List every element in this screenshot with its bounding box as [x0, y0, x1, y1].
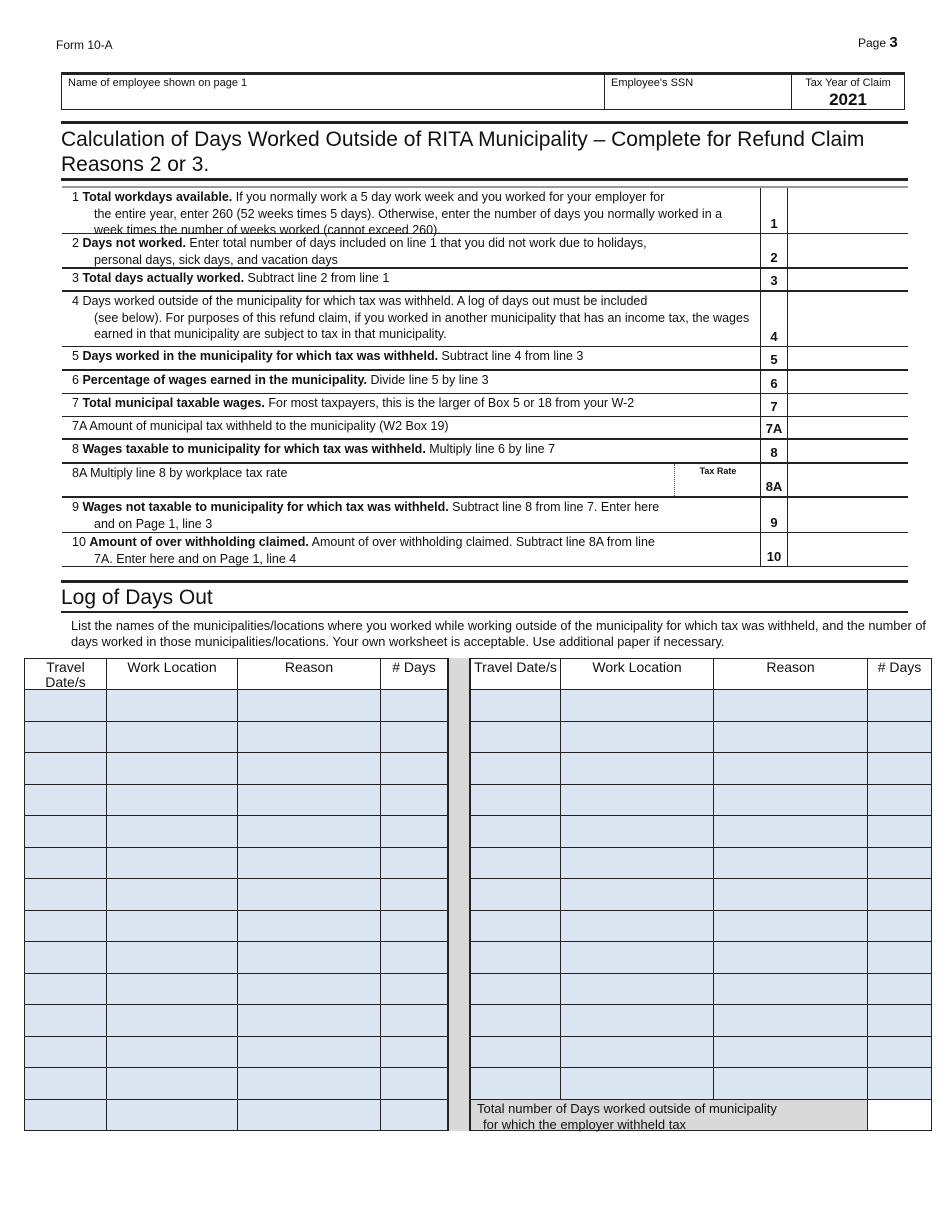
line-text: Multiply line 6 by line 7	[425, 442, 556, 456]
log-cell[interactable]	[24, 942, 107, 974]
line-label: 7	[72, 396, 79, 410]
log-cell[interactable]	[561, 848, 714, 880]
log-cell[interactable]	[868, 879, 932, 911]
log-cell[interactable]	[107, 1068, 238, 1100]
log-cell[interactable]	[714, 1005, 868, 1037]
line-text-continued: 7A. Enter here and on Page 1, line 4	[94, 551, 297, 566]
log-cell[interactable]	[561, 879, 714, 911]
line-5-input[interactable]	[788, 347, 908, 369]
log-cell[interactable]	[470, 974, 561, 1006]
calc-line-text	[62, 395, 752, 412]
log-cell[interactable]	[24, 1100, 107, 1132]
log-cell[interactable]	[714, 690, 868, 722]
column-header: Reason	[714, 658, 868, 690]
page-label: Page	[858, 36, 887, 50]
log-cell[interactable]	[561, 722, 714, 754]
line-8a-input[interactable]	[788, 464, 908, 496]
employee-info-header	[61, 72, 905, 110]
line-text-continued: (see below). For purposes of this refund claim, if you worked in another municipality that has an income tax, the wages earned in that municipality are subject to tax in that municipality.	[94, 310, 750, 341]
calc-line-9	[62, 498, 908, 533]
calc-line-text	[62, 534, 752, 567]
line-text: Amount of over withholding claimed. Subtract line 8A from line	[308, 535, 655, 549]
log-cell[interactable]	[107, 1100, 238, 1132]
calc-line-8a	[62, 464, 908, 498]
log-section-title: Log of Days Out	[61, 580, 908, 613]
log-cell[interactable]	[107, 879, 238, 911]
log-cell[interactable]	[714, 848, 868, 880]
line-label: 2	[72, 236, 79, 250]
log-cell[interactable]	[470, 1005, 561, 1037]
calc-line-3	[62, 269, 908, 292]
log-cell[interactable]	[470, 1068, 561, 1100]
log-cell[interactable]	[868, 690, 932, 722]
calc-line-text	[62, 465, 752, 482]
line-text-continued: the entire year, enter 260 (52 weeks times 5 days). Otherwise, enter the number of days you normally worked in a week times the number of weeks worked (cannot exceed 260).	[94, 206, 723, 237]
log-intro-text: List the names of the municipalities/locations where you worked while working outside of the municipality for which tax was withheld, and the number of days worked in those municipalities/locations. Your own worksheet is acceptable. Use additional paper if necessary.	[71, 618, 926, 649]
log-cell[interactable]	[24, 1037, 107, 1069]
log-cell[interactable]	[24, 816, 107, 848]
line-bold-text: Days worked in the municipality for which tax was withheld.	[82, 349, 439, 363]
log-cell[interactable]	[24, 974, 107, 1006]
column-header: # Days	[381, 658, 448, 690]
log-cell[interactable]	[381, 942, 448, 974]
employee-name-label: Name of employee shown on page 1	[68, 77, 248, 89]
log-cell[interactable]	[470, 753, 561, 785]
log-cell[interactable]	[868, 848, 932, 880]
line-text-continued: and on Page 1, line 3	[94, 516, 213, 531]
log-cell[interactable]	[470, 879, 561, 911]
calc-line-1	[62, 186, 908, 237]
line-text: Subtract line 8 from line 7. Enter here	[448, 500, 660, 514]
log-cell[interactable]	[107, 1005, 238, 1037]
line-label: 1	[72, 190, 79, 204]
calc-line-text	[62, 441, 752, 458]
line-label: 3	[72, 271, 79, 285]
log-of-days-table	[24, 658, 932, 1131]
line-text: Days worked outside of the municipality for which tax was withheld. A log of days out must be included	[82, 294, 648, 308]
log-cell[interactable]	[561, 1005, 714, 1037]
log-cell[interactable]	[238, 816, 381, 848]
log-cell[interactable]	[381, 848, 448, 880]
calc-line-text	[62, 293, 752, 343]
log-cell[interactable]	[868, 1068, 932, 1100]
calc-line-4	[62, 292, 908, 347]
log-cell[interactable]	[868, 816, 932, 848]
log-cell[interactable]	[714, 942, 868, 974]
line-number: 1	[760, 188, 788, 233]
line-number: 4	[760, 292, 788, 346]
line-number: 8A	[760, 464, 788, 496]
log-cell[interactable]	[714, 879, 868, 911]
calc-line-text	[62, 418, 752, 435]
log-cell[interactable]	[381, 1068, 448, 1100]
employee-ssn-field[interactable]	[605, 75, 792, 109]
log-cell[interactable]	[107, 974, 238, 1006]
log-cell[interactable]	[714, 753, 868, 785]
log-cell[interactable]	[238, 879, 381, 911]
line-text: Enter total number of days included on line 1 that you did not work due to holidays,	[185, 236, 647, 250]
log-cell[interactable]	[470, 722, 561, 754]
line-bold-text: Total days actually worked.	[82, 271, 245, 285]
log-cell[interactable]	[238, 1005, 381, 1037]
calc-line-8	[62, 440, 908, 464]
log-cell[interactable]	[24, 1068, 107, 1100]
tax-rate-field[interactable]: Tax Rate	[674, 464, 761, 496]
log-cell[interactable]	[470, 816, 561, 848]
line-text: If you normally work a 5 day work week and you worked for your employer for	[232, 190, 665, 204]
log-cell[interactable]	[107, 753, 238, 785]
calc-line-text	[62, 270, 752, 287]
log-cell[interactable]	[868, 1005, 932, 1037]
log-cell[interactable]	[561, 785, 714, 817]
log-cell[interactable]	[381, 1037, 448, 1069]
line-text: For most taxpayers, this is the larger of Box 5 or 18 from your W-2	[264, 396, 635, 410]
log-cell[interactable]	[868, 785, 932, 817]
page-number	[858, 34, 898, 51]
log-cell[interactable]	[24, 1005, 107, 1037]
log-cell[interactable]	[868, 753, 932, 785]
calc-section-title: Calculation of Days Worked Outside of RITA Municipality – Complete for Refund Claim Reasons 2 or 3.	[61, 121, 908, 181]
line-number: 9	[760, 498, 788, 532]
log-cell[interactable]	[714, 1068, 868, 1100]
tax-year-label: Tax Year of Claim	[805, 77, 891, 89]
log-cell[interactable]	[238, 974, 381, 1006]
log-cell[interactable]	[714, 816, 868, 848]
log-cell[interactable]	[470, 942, 561, 974]
line-7a-input[interactable]	[788, 417, 908, 438]
line-1-input[interactable]	[788, 188, 908, 233]
log-cell[interactable]	[470, 848, 561, 880]
log-cell[interactable]	[107, 848, 238, 880]
line-text: Divide line 5 by line 3	[367, 373, 489, 387]
column-header: Travel Date/s	[24, 658, 107, 690]
log-cell[interactable]	[868, 942, 932, 974]
calc-line-5	[62, 347, 908, 371]
line-label: 8A	[72, 466, 87, 480]
log-cell[interactable]	[238, 911, 381, 943]
total-days-label	[470, 1100, 868, 1132]
log-cell[interactable]	[381, 911, 448, 943]
log-cell[interactable]	[470, 1037, 561, 1069]
log-cell[interactable]	[381, 879, 448, 911]
line-number: 8	[760, 440, 788, 462]
log-cell[interactable]	[714, 722, 868, 754]
total-days-input[interactable]	[868, 1100, 932, 1132]
log-cell[interactable]	[381, 753, 448, 785]
log-cell[interactable]	[107, 942, 238, 974]
log-cell[interactable]	[24, 722, 107, 754]
line-number: 5	[760, 347, 788, 369]
line-label: 9	[72, 500, 79, 514]
log-cell[interactable]	[561, 1068, 714, 1100]
line-label: 5	[72, 349, 79, 363]
tax-year-value: 2021	[829, 90, 867, 109]
log-cell[interactable]	[381, 974, 448, 1006]
calc-line-text	[62, 189, 752, 239]
log-cell[interactable]	[714, 785, 868, 817]
employee-name-field[interactable]	[62, 75, 605, 109]
line-3-input[interactable]	[788, 269, 908, 290]
log-cell[interactable]	[107, 911, 238, 943]
column-header: Work Location	[561, 658, 714, 690]
calc-line-text	[62, 348, 752, 365]
line-bold-text: Total municipal taxable wages.	[82, 396, 265, 410]
log-cell[interactable]	[238, 1068, 381, 1100]
log-cell[interactable]	[561, 974, 714, 1006]
log-cell[interactable]	[868, 722, 932, 754]
calc-line-text	[62, 235, 752, 268]
line-7-input[interactable]	[788, 394, 908, 416]
log-cell[interactable]	[238, 722, 381, 754]
form-id: Form 10-A	[56, 38, 113, 52]
log-cell[interactable]	[381, 1100, 448, 1132]
line-number: 10	[760, 533, 788, 566]
log-cell[interactable]	[381, 1005, 448, 1037]
log-cell[interactable]	[561, 816, 714, 848]
log-cell[interactable]	[24, 785, 107, 817]
log-cell[interactable]	[24, 753, 107, 785]
log-cell[interactable]	[24, 879, 107, 911]
line-bold-text: Percentage of wages earned in the municipality.	[82, 373, 368, 387]
log-cell[interactable]	[381, 785, 448, 817]
line-label: 4	[72, 294, 79, 308]
calc-line-7	[62, 394, 908, 417]
line-number: 7A	[760, 417, 788, 438]
line-bold-text: Wages taxable to municipality for which tax was withheld.	[82, 442, 426, 456]
log-cell[interactable]	[238, 690, 381, 722]
line-10-input[interactable]	[788, 533, 908, 566]
line-label: 8	[72, 442, 79, 456]
line-label: 7A	[72, 419, 87, 433]
log-cell[interactable]	[24, 690, 107, 722]
line-bold-text: Total workdays available.	[82, 190, 233, 204]
log-cell[interactable]	[714, 974, 868, 1006]
log-cell[interactable]	[868, 911, 932, 943]
column-header: Reason	[238, 658, 381, 690]
log-cell[interactable]	[238, 1100, 381, 1132]
line-number: 7	[760, 394, 788, 416]
log-cell[interactable]	[868, 974, 932, 1006]
log-cell[interactable]	[24, 848, 107, 880]
log-cell[interactable]	[561, 690, 714, 722]
log-cell[interactable]	[470, 690, 561, 722]
log-cell[interactable]	[470, 785, 561, 817]
line-text-continued: personal days, sick days, and vacation days	[94, 252, 338, 267]
line-text: Subtract line 4 from line 3	[438, 349, 584, 363]
log-cell[interactable]	[107, 785, 238, 817]
calc-line-2	[62, 234, 908, 269]
log-cell[interactable]	[238, 1037, 381, 1069]
total-label-line-2: for which the employer withheld tax	[483, 1116, 687, 1132]
line-label: 6	[72, 373, 79, 387]
column-header: Travel Date/s	[470, 658, 561, 690]
log-cell[interactable]	[561, 942, 714, 974]
log-cell[interactable]	[714, 911, 868, 943]
line-2-input[interactable]	[788, 234, 908, 267]
log-cell[interactable]	[107, 1037, 238, 1069]
page-number-value: 3	[889, 34, 898, 51]
line-number: 2	[760, 234, 788, 267]
column-header: Work Location	[107, 658, 238, 690]
line-6-input[interactable]	[788, 371, 908, 393]
log-cell[interactable]	[470, 911, 561, 943]
log-cell[interactable]	[107, 722, 238, 754]
employee-ssn-label: Employee's SSN	[611, 77, 694, 89]
line-text: Subtract line 2 from line 1	[244, 271, 390, 285]
line-number: 6	[760, 371, 788, 393]
column-header: # Days	[868, 658, 932, 690]
line-label: 10	[72, 535, 86, 549]
line-bold-text: Wages not taxable to municipality for which tax was withheld.	[82, 500, 449, 514]
tax-year-field	[792, 75, 904, 109]
line-4-input[interactable]	[788, 292, 908, 346]
log-cell[interactable]	[561, 911, 714, 943]
log-cell[interactable]	[107, 690, 238, 722]
log-cell[interactable]	[24, 911, 107, 943]
log-cell[interactable]	[381, 816, 448, 848]
calc-line-6	[62, 371, 908, 394]
line-bold-text: Amount of over withholding claimed.	[89, 535, 309, 549]
line-bold-text: Days not worked.	[82, 236, 186, 250]
line-9-input[interactable]	[788, 498, 908, 532]
log-cell[interactable]	[238, 785, 381, 817]
log-cell[interactable]	[238, 942, 381, 974]
calc-line-text	[62, 372, 752, 389]
table-divider	[448, 658, 470, 1131]
log-cell[interactable]	[561, 1037, 714, 1069]
total-label-line-1: Total number of Days worked outside of municipality	[477, 1100, 777, 1116]
calc-line-7a	[62, 417, 908, 440]
line-text: Multiply line 8 by workplace tax rate	[90, 466, 288, 480]
line-number: 3	[760, 269, 788, 290]
log-cell[interactable]	[238, 753, 381, 785]
log-cell[interactable]	[561, 753, 714, 785]
line-text: Amount of municipal tax withheld to the municipality (W2 Box 19)	[89, 419, 449, 433]
log-cell[interactable]	[381, 722, 448, 754]
log-cell[interactable]	[868, 1037, 932, 1069]
calc-line-text	[62, 499, 752, 532]
log-cell[interactable]	[714, 1037, 868, 1069]
log-cell[interactable]	[381, 690, 448, 722]
log-cell[interactable]	[107, 816, 238, 848]
log-cell[interactable]	[238, 848, 381, 880]
calc-line-10	[62, 533, 908, 567]
line-8-input[interactable]	[788, 440, 908, 462]
